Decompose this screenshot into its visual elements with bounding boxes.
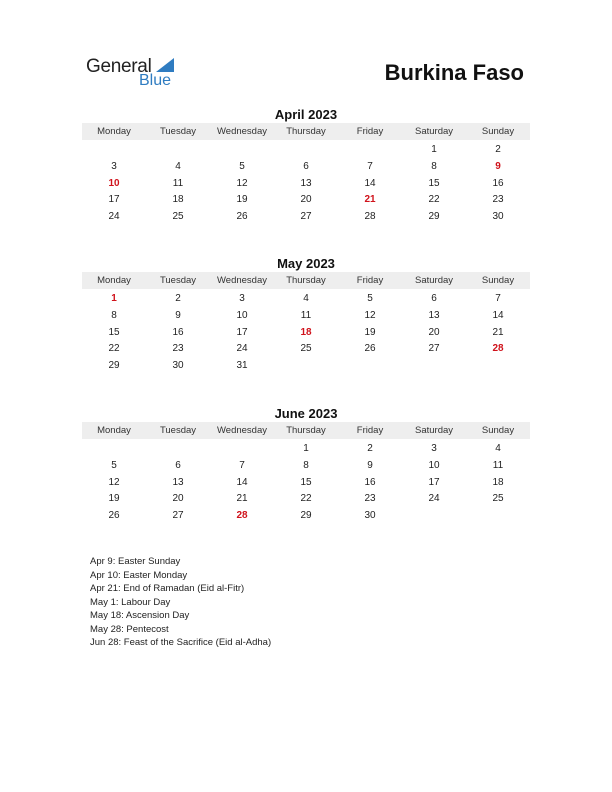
holiday-list-item: May 1: Labour Day [90,596,171,608]
holiday-list-item: May 18: Ascension Day [90,610,190,621]
day-cell: 26 [236,211,248,223]
day-cell: 14 [236,476,248,488]
day-cell: 17 [236,326,248,338]
holiday-list-item: May 28: Pentecost [90,623,169,635]
empty-day-cell [146,441,210,458]
weekday-label: Friday [356,275,384,286]
day-cell: 24 [428,493,440,505]
day-cell: 10 [428,459,440,471]
day-cell: 18 [300,326,312,338]
empty-day-cell [466,508,530,525]
holiday-list [90,555,271,650]
week-row [82,475,530,492]
day-cell: 11 [492,459,504,471]
day-cell: 26 [108,510,120,522]
day-cell: 8 [111,309,117,321]
day-cell: 29 [108,360,120,372]
day-cell: 19 [364,326,376,338]
weekday-label: Thursday [286,425,326,436]
weekday-header [82,123,530,140]
week-row [82,508,530,525]
day-cell: 19 [108,493,120,505]
day-cell: 10 [108,177,120,189]
day-cell: 29 [300,510,312,522]
day-cell: 7 [495,293,501,304]
day-cell: 14 [492,309,504,321]
weekday-label: Thursday [286,275,326,286]
day-cell: 13 [300,177,312,189]
week-row [82,491,530,508]
week-row [82,358,530,375]
day-cell: 11 [172,177,184,189]
logo-blue-text: Blue [139,72,172,89]
day-cell: 23 [364,493,376,505]
day-cell: 2 [175,293,181,304]
weekday-label: Wednesday [217,275,267,286]
day-cell: 6 [431,293,437,304]
day-cell: 3 [239,293,245,304]
week-row [82,441,530,458]
week-row [82,341,530,358]
empty-day-cell [82,441,146,458]
day-cell: 2 [495,144,501,155]
month-calendar-june [82,406,530,525]
day-cell: 30 [492,211,504,223]
empty-day-cell [466,358,530,375]
day-cell: 9 [175,309,181,321]
day-cell: 9 [495,160,501,172]
day-cell: 7 [367,160,373,172]
day-cell: 12 [108,476,120,488]
day-cell: 16 [492,177,504,189]
day-cell: 9 [367,459,373,471]
day-cell: 5 [367,293,373,304]
empty-day-cell [402,508,466,525]
day-cell: 18 [172,194,184,206]
day-cell: 25 [300,343,312,355]
day-cell: 16 [172,326,184,338]
holiday-list-item: Apr 9: Easter Sunday [90,556,181,567]
day-cell: 1 [111,293,117,304]
day-cell: 16 [364,476,376,488]
day-cell: 5 [111,459,117,471]
day-cell: 12 [236,177,248,189]
day-cell: 3 [431,443,437,454]
holiday-list-item: Apr 10: Easter Monday [90,569,188,581]
weekday-label: Wednesday [217,126,267,137]
week-row [82,325,530,342]
empty-day-cell [338,358,402,375]
day-cell: 4 [495,443,501,454]
day-cell: 3 [111,160,117,172]
day-cell: 30 [364,510,376,522]
week-row [82,192,530,209]
country-title: Burkina Faso [384,60,524,85]
weekday-label: Sunday [481,425,515,436]
day-cell: 13 [172,476,184,488]
day-cell: 22 [428,194,440,206]
holiday-list-item: Jun 28: Feast of the Sacrifice (Eid al-Adha) [90,637,272,648]
day-cell: 18 [492,476,504,488]
day-cell: 25 [172,211,184,223]
day-cell: 11 [300,309,312,321]
empty-day-cell [274,142,338,159]
weekday-label: Friday [356,425,384,436]
weekday-label: Friday [356,126,384,137]
weekday-label: Saturday [414,126,454,137]
day-cell: 7 [239,459,245,471]
weekday-label: Tuesday [159,425,197,436]
day-cell: 29 [428,211,440,223]
empty-day-cell [82,142,146,159]
day-cell: 1 [303,443,309,454]
week-row [82,291,530,308]
day-cell: 15 [108,326,120,338]
weekday-label: Tuesday [159,126,197,137]
month-title: June 2023 [274,406,338,421]
day-cell: 10 [236,309,248,321]
day-cell: 27 [428,343,440,355]
day-cell: 4 [175,160,181,172]
day-cell: 17 [428,476,440,488]
week-row [82,176,530,193]
day-cell: 19 [236,194,248,206]
day-cell: 20 [300,194,312,206]
day-cell: 31 [236,360,248,372]
month-calendar-april [82,107,530,226]
logo-triangle-icon [156,58,174,72]
logo-general-text: General [86,56,152,77]
day-cell: 20 [428,326,440,338]
day-cell: 24 [108,211,120,223]
month-calendar-may [82,256,530,375]
weekday-header [82,272,530,289]
weekday-label: Wednesday [217,425,267,436]
day-cell: 24 [236,343,248,355]
weekday-label: Tuesday [159,275,197,286]
day-cell: 26 [364,343,376,355]
day-cell: 27 [172,510,184,522]
weekday-label: Saturday [414,425,454,436]
day-cell: 21 [492,326,504,338]
weekday-label: Sunday [481,275,515,286]
day-cell: 28 [364,211,376,223]
empty-day-cell [146,142,210,159]
day-cell: 4 [303,293,309,304]
day-cell: 6 [175,459,181,471]
empty-day-cell [338,142,402,159]
day-cell: 13 [428,309,440,321]
day-cell: 21 [364,194,376,206]
week-row [82,159,530,176]
day-cell: 20 [172,493,184,505]
month-title: May 2023 [277,256,335,271]
month-title: April 2023 [274,107,338,122]
weekday-label: Monday [97,275,131,286]
day-cell: 22 [300,493,312,505]
day-cell: 14 [364,177,376,189]
week-row [82,142,530,159]
week-row [82,209,530,226]
day-cell: 15 [428,177,440,189]
day-cell: 27 [300,211,312,223]
day-cell: 8 [431,160,437,172]
logo [86,56,186,92]
empty-day-cell [402,358,466,375]
day-cell: 25 [492,493,504,505]
day-cell: 28 [236,510,248,522]
day-cell: 5 [239,160,245,172]
day-cell: 6 [303,160,309,172]
day-cell: 2 [367,443,373,454]
weekday-header [82,422,530,439]
empty-day-cell [210,441,274,458]
week-row [82,308,530,325]
day-cell: 23 [172,343,184,355]
day-cell: 30 [172,360,184,372]
day-cell: 28 [492,343,504,355]
day-cell: 15 [300,476,312,488]
weekday-label: Monday [97,126,131,137]
day-cell: 12 [364,309,376,321]
day-cell: 21 [236,493,248,505]
weekday-label: Saturday [414,275,454,286]
weekday-label: Monday [97,425,131,436]
day-cell: 1 [431,144,437,155]
empty-day-cell [210,142,274,159]
day-cell: 23 [492,194,504,206]
day-cell: 17 [108,194,120,206]
holiday-list-item: Apr 21: End of Ramadan (Eid al-Fitr) [90,583,245,594]
day-cell: 22 [108,343,120,355]
weekday-label: Sunday [481,126,515,137]
week-row [82,458,530,475]
empty-day-cell [274,358,338,375]
day-cell: 8 [303,459,309,471]
weekday-label: Thursday [286,126,326,137]
